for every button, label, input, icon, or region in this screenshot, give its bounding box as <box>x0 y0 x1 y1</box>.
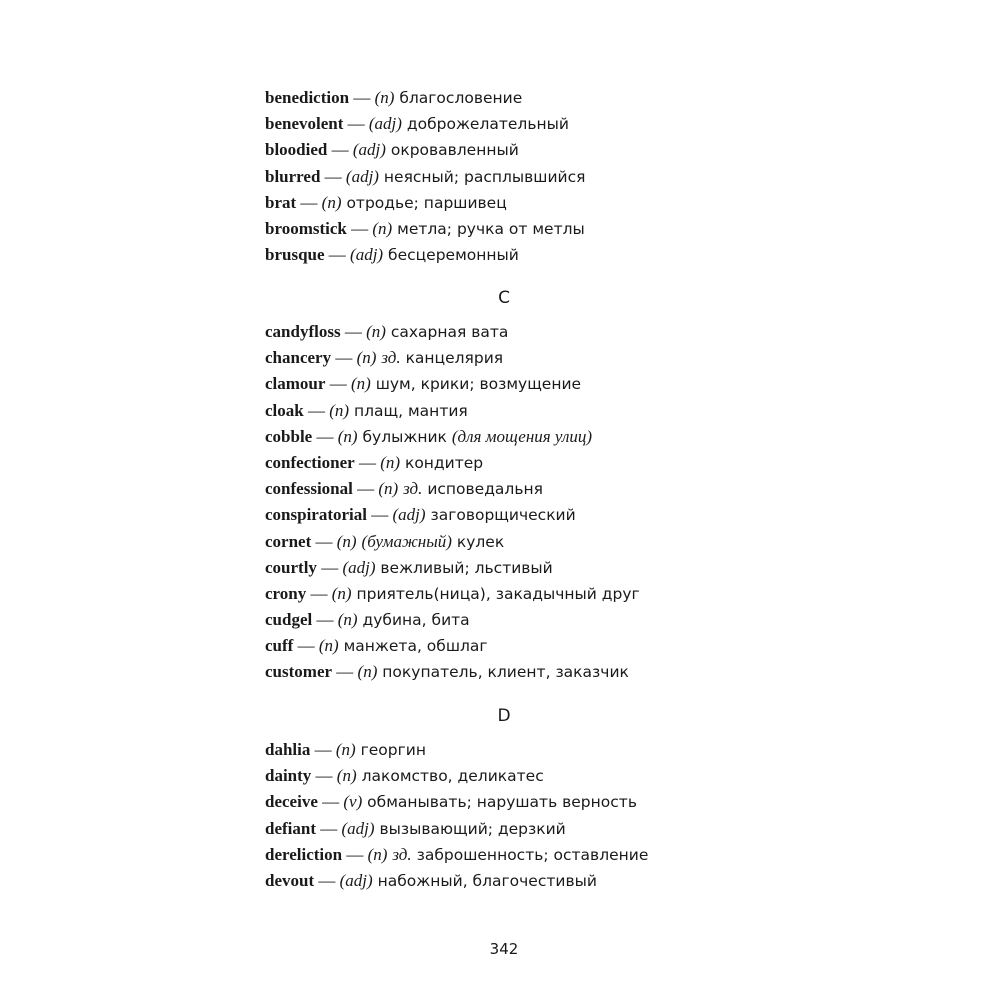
entry-dash: — <box>331 348 357 368</box>
part-of-speech: (n) <box>321 192 342 212</box>
entry-word: courtly <box>265 557 317 577</box>
letter-heading-d: D <box>497 706 511 726</box>
dictionary-entry <box>265 763 865 789</box>
entry-translation: приятель(ница), закадычный друг <box>356 584 640 603</box>
dictionary-entry <box>265 85 865 111</box>
dictionary-entry <box>265 737 865 763</box>
entry-word: crony <box>265 583 307 603</box>
part-of-speech: (n) <box>372 218 393 238</box>
dictionary-entry <box>265 842 865 868</box>
entry-translation: кондитер <box>404 453 484 472</box>
dictionary-entry <box>265 137 865 163</box>
usage-note: зд. <box>392 844 412 864</box>
dictionary-entry <box>265 816 865 842</box>
usage-note: зд. <box>403 479 423 499</box>
dictionary-entry <box>265 242 865 268</box>
part-of-speech: (adj) <box>368 114 402 134</box>
entry-word: cloak <box>265 400 304 420</box>
usage-note: (бумажный) <box>361 531 452 551</box>
part-of-speech: (n) <box>357 662 378 682</box>
entry-dash: — <box>312 426 338 446</box>
dictionary-entry <box>265 164 865 190</box>
entry-dash: — <box>316 818 342 838</box>
part-of-speech: (n) <box>329 400 350 420</box>
entry-dash: — <box>296 192 322 212</box>
entry-dash: — <box>343 114 369 134</box>
entry-word: conspiratorial <box>265 505 367 525</box>
entry-dash: — <box>314 870 340 890</box>
part-of-speech: (n) <box>331 583 352 603</box>
entry-translation: канцелярия <box>405 349 504 368</box>
entry-word: chancery <box>265 348 332 368</box>
entry-dash: — <box>303 400 330 420</box>
entry-word: cudgel <box>265 610 313 630</box>
dictionary-entry <box>265 345 865 371</box>
entry-translation: вежливый; льстивый <box>380 558 553 577</box>
entry-word: brat <box>265 192 297 212</box>
entry-dash: — <box>317 792 344 812</box>
entry-word: blurred <box>265 166 321 186</box>
part-of-speech: (adj) <box>341 818 375 838</box>
part-of-speech: (adj) <box>339 870 373 890</box>
entry-dash: — <box>352 479 379 499</box>
entry-word: cornet <box>265 531 312 551</box>
dictionary-entry <box>265 398 865 424</box>
dictionary-entry <box>265 633 865 659</box>
part-of-speech: (n) <box>356 348 377 368</box>
entry-translation: вызывающий; дерзкий <box>379 819 566 838</box>
entry-translation: сахарная вата <box>390 323 509 341</box>
entry-translation: георгин <box>360 741 426 759</box>
entry-translation: исповедальня <box>427 480 543 499</box>
entry-word: customer <box>265 662 333 682</box>
entry-word: benevolent <box>265 114 344 134</box>
entry-translation: булыжник <box>362 427 447 446</box>
part-of-speech: (n) <box>337 426 358 446</box>
dictionary-entry <box>265 659 865 685</box>
part-of-speech: (adj) <box>345 166 379 186</box>
section-d <box>265 737 865 894</box>
part-of-speech: (adj) <box>352 140 386 160</box>
entry-translation: заговорщический <box>430 506 576 525</box>
entry-dash: — <box>324 245 351 265</box>
entry-dash: — <box>342 844 368 864</box>
entry-dash: — <box>310 740 336 759</box>
usage-note: (для мощения улиц) <box>451 426 593 446</box>
entry-dash: — <box>349 88 375 107</box>
entry-dash: — <box>340 322 367 341</box>
entry-translation: кулек <box>456 532 505 551</box>
dictionary-entry <box>265 607 865 633</box>
part-of-speech: (n) <box>350 374 371 394</box>
entry-dash: — <box>332 662 358 682</box>
entry-dash: — <box>311 766 337 786</box>
entry-dash: — <box>312 610 338 630</box>
section-b <box>265 85 865 268</box>
entry-word: benediction <box>265 88 350 107</box>
dictionary-entry <box>265 371 865 397</box>
entry-dash: — <box>346 218 373 238</box>
entry-translation: набожный, благочестивый <box>377 871 597 890</box>
entry-word: dainty <box>265 766 312 786</box>
entry-translation: манжета, обшлаг <box>343 637 488 656</box>
part-of-speech: (n) <box>335 740 356 759</box>
section-c <box>265 319 865 686</box>
dictionary-entry <box>265 190 865 216</box>
entry-translation: благословение <box>399 89 523 107</box>
entry-word: brusque <box>265 245 325 265</box>
dictionary-entry <box>265 476 865 502</box>
part-of-speech: (adj) <box>392 505 426 525</box>
dictionary-entry <box>265 789 865 815</box>
entry-translation: шум, крики; возмущение <box>375 375 582 394</box>
entry-word: devout <box>265 870 315 890</box>
entry-word: defiant <box>265 818 316 838</box>
entry-word: broomstick <box>265 218 347 238</box>
part-of-speech: (n) <box>337 610 358 630</box>
part-of-speech: (v) <box>343 792 363 812</box>
letter-heading-c: C <box>498 288 510 308</box>
entry-word: candyfloss <box>265 322 341 341</box>
entry-word: cuff <box>265 636 294 656</box>
entry-translation: дубина, бита <box>362 611 470 630</box>
entry-translation: лакомство, деликатес <box>361 767 544 786</box>
entry-dash: — <box>367 505 393 525</box>
entry-translation: заброшенность; оставление <box>416 845 649 864</box>
part-of-speech: (n) <box>378 479 399 499</box>
part-of-speech: (n) <box>366 322 386 341</box>
part-of-speech: (n) <box>374 88 395 107</box>
page-number: 342 <box>489 940 519 958</box>
entry-dash: — <box>306 583 332 603</box>
entry-translation: отродье; паршивец <box>346 193 507 212</box>
dictionary-entry <box>265 450 865 476</box>
entry-translation: доброжелательный <box>406 115 569 134</box>
entry-translation: покупатель, клиент, заказчик <box>382 663 629 682</box>
entry-dash: — <box>325 374 351 394</box>
entry-word: confectioner <box>265 452 355 472</box>
dictionary-entry <box>265 424 865 450</box>
dictionary-entry <box>265 216 865 242</box>
entry-translation: неясный; расплывшийся <box>383 167 586 186</box>
dictionary-entry <box>265 319 865 345</box>
dictionary-entry <box>265 868 865 894</box>
entry-word: deceive <box>265 792 318 812</box>
entry-word: bloodied <box>265 140 328 160</box>
entry-dash: — <box>354 452 381 472</box>
entry-word: cobble <box>265 426 313 446</box>
entry-translation: обманывать; нарушать верность <box>367 793 637 812</box>
dictionary-entry <box>265 502 865 528</box>
usage-note: зд. <box>381 348 401 368</box>
entry-dash: — <box>311 531 337 551</box>
entry-dash: — <box>316 557 343 577</box>
part-of-speech: (adj) <box>350 245 384 265</box>
part-of-speech: (adj) <box>342 557 376 577</box>
part-of-speech: (n) <box>336 531 357 551</box>
dictionary-entry <box>265 111 865 137</box>
entry-dash: — <box>293 636 319 656</box>
entry-word: dahlia <box>265 740 311 759</box>
entry-word: dereliction <box>265 844 343 864</box>
part-of-speech: (n) <box>367 844 388 864</box>
dictionary-entry <box>265 555 865 581</box>
entry-translation: плащ, мантия <box>354 401 468 420</box>
entry-dash: — <box>320 166 346 186</box>
part-of-speech: (n) <box>318 636 339 656</box>
entry-dash: — <box>327 140 353 160</box>
part-of-speech: (n) <box>380 452 401 472</box>
entry-translation: метла; ручка от метлы <box>397 219 585 238</box>
dictionary-entry <box>265 529 865 555</box>
entry-translation: бесцеремонный <box>388 246 519 265</box>
entry-translation: окровавленный <box>390 141 519 160</box>
dictionary-entry <box>265 581 865 607</box>
entry-word: confessional <box>265 479 353 499</box>
part-of-speech: (n) <box>336 766 357 786</box>
entry-word: clamour <box>265 374 326 394</box>
